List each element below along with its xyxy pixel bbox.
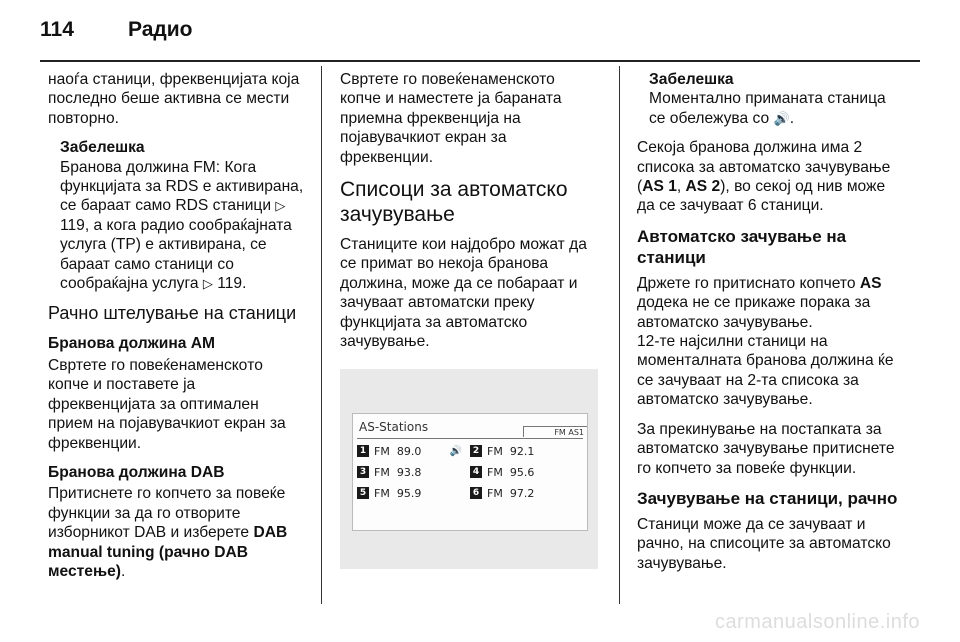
station-preset[interactable]: [470, 484, 583, 502]
page-number: 114: [40, 18, 74, 41]
paragraph: Свртете го повеќенаменското копче и наместете ја бараната приемна фреквенција на појавувачкиот екран за фреквенции.: [340, 71, 562, 166]
preset-number: 6: [470, 487, 482, 499]
band: FM: [487, 444, 503, 458]
band: FM: [487, 465, 503, 479]
column-divider-2: [619, 66, 620, 604]
button-label: AS: [859, 274, 882, 292]
preset-number: 3: [357, 466, 369, 478]
note-text: Моментално приманата станица се обележува со: [649, 90, 886, 127]
station-preset[interactable]: [357, 442, 470, 460]
section-heading: Зачувување на станици, рачно: [637, 488, 898, 508]
display-figure: [340, 369, 598, 569]
section-heading: Рачно штелување на станици: [48, 303, 297, 324]
note-text: Бранова должина FM: Кога функцијата за RDS е активирана, се бараат само RDS станици: [60, 158, 304, 215]
list-label: AS 2: [685, 178, 721, 196]
preset-number: 5: [357, 487, 369, 499]
station-row: [357, 484, 583, 502]
band: FM: [374, 444, 390, 458]
band: FM: [487, 486, 503, 500]
note: Забелешка Моментално приманата станица се обележува со 🔊.: [637, 70, 901, 128]
note: Забелешка Бранова должина FM: Кога функцијата за RDS е активирана, се бараат само RDS станици ▷ 119, а кога радио сообраќајната услуга (TP) е активирана, се бараат само станици со сообраќајна услуга ▷ 119.: [48, 138, 306, 293]
section-heading: Автоматско зачување на станици: [637, 226, 847, 267]
subheading: Бранова должина AM: [48, 335, 215, 353]
station-row: [357, 442, 583, 460]
paragraph: Притиснете го копчето за повеќе функции за да го отворите изборникот DAB и изберете DAB manual tuning (рачно DAB местење).: [48, 485, 288, 580]
speaker-icon: 🔊: [773, 110, 790, 126]
station-preset[interactable]: [357, 463, 470, 481]
band: FM: [374, 465, 390, 479]
paragraph-text: Притиснете го копчето за повеќе функции за да го отворите изборникот DAB и изберете: [48, 485, 286, 542]
display-title: AS-Stations: [359, 420, 429, 435]
header-rule: [40, 60, 920, 62]
paragraph: наоѓа станици, фреквенцијата која последно беше активна се мести повторно.: [48, 71, 300, 127]
preset-number: 4: [470, 466, 482, 478]
note-title: Забелешка: [649, 71, 734, 88]
radio-display: [352, 413, 588, 531]
paragraph: Станиците кои најдобро можат да се примат во некоја бранова должина, може да се побараат и зачуваат автоматски преку функцијата за автоматско зачувување.: [340, 236, 587, 351]
column-3: [637, 70, 901, 583]
preset-number: 1: [357, 445, 369, 457]
subheading: Бранова должина DAB: [48, 463, 225, 481]
station-preset[interactable]: [470, 463, 583, 481]
paragraph-text: Секоја бранова должина има 2 списока за автоматско зачувување (: [637, 139, 891, 196]
list-label: AS 1: [642, 178, 677, 196]
station-preset[interactable]: [470, 442, 583, 460]
column-1: [48, 70, 306, 591]
frequency: 95.9: [396, 486, 422, 500]
paragraph-text: Држете го притиснато копчето: [637, 274, 856, 292]
speaker-icon: 🔊: [449, 445, 462, 457]
frequency: 95.6: [509, 465, 535, 479]
station-grid: [357, 442, 583, 505]
paragraph-text: ), во секој од нив може да се зачуваат 6 станици.: [637, 178, 886, 215]
paragraph: За прекинување на постапката за автоматско зачувување притиснете го копчето за повеќе функции.: [637, 420, 895, 477]
page-title: Радио: [128, 18, 193, 41]
reference-arrow-icon: ▷: [202, 276, 213, 292]
paragraph-text: додека не се прикаже порака за автоматско зачувување.: [637, 294, 871, 331]
paragraph: Свртете го повеќенаменскoто копче и поставете ја фреквенцијата за оптимален прием на појавувачкиот екран за фреквенции.: [48, 356, 286, 452]
paragraph: [637, 274, 901, 332]
station-preset[interactable]: [357, 484, 470, 502]
section-heading: Списоци за автоматско зачувување: [340, 178, 568, 227]
preset-number: 2: [470, 445, 482, 457]
reference-arrow-icon: ▷: [275, 198, 286, 214]
note-title: Забелешка: [60, 139, 145, 157]
display-badge: FM AS1: [523, 426, 587, 437]
band: FM: [374, 486, 390, 500]
frequency: 92.1: [509, 444, 535, 458]
watermark: carmanualsonline.info: [714, 611, 920, 633]
frequency: 93.8: [396, 465, 422, 479]
column-2: [340, 70, 598, 569]
menu-option: DAB manual tuning (рачно DAB местење): [48, 524, 288, 580]
display-rule: [357, 438, 583, 439]
paragraph: 12-те најсилни станици на моменталната бранова должина ќе се зачуваат на 2-та списока за автоматско зачувување.: [637, 333, 894, 409]
note-text: , а кога радио сообраќајната услуга (TP) е активирана, се бараат само станици со сообраќајна услуга: [60, 216, 292, 293]
paragraph: Станици може да се зачуваат и рачно, на списоците за автоматско зачувување.: [637, 515, 891, 572]
paragraph: Секоја бранова должина има 2 списока за автоматско зачувување (AS 1, AS 2), во секој од нив може да се зачуваат 6 станици.: [637, 139, 891, 215]
column-divider-1: [321, 66, 322, 604]
page-header: [40, 18, 192, 42]
page-reference[interactable]: 119: [217, 275, 243, 293]
station-row: [357, 463, 583, 481]
page-reference[interactable]: 119: [60, 216, 85, 234]
frequency: 97.2: [509, 486, 535, 500]
frequency: 89.0: [396, 444, 422, 458]
